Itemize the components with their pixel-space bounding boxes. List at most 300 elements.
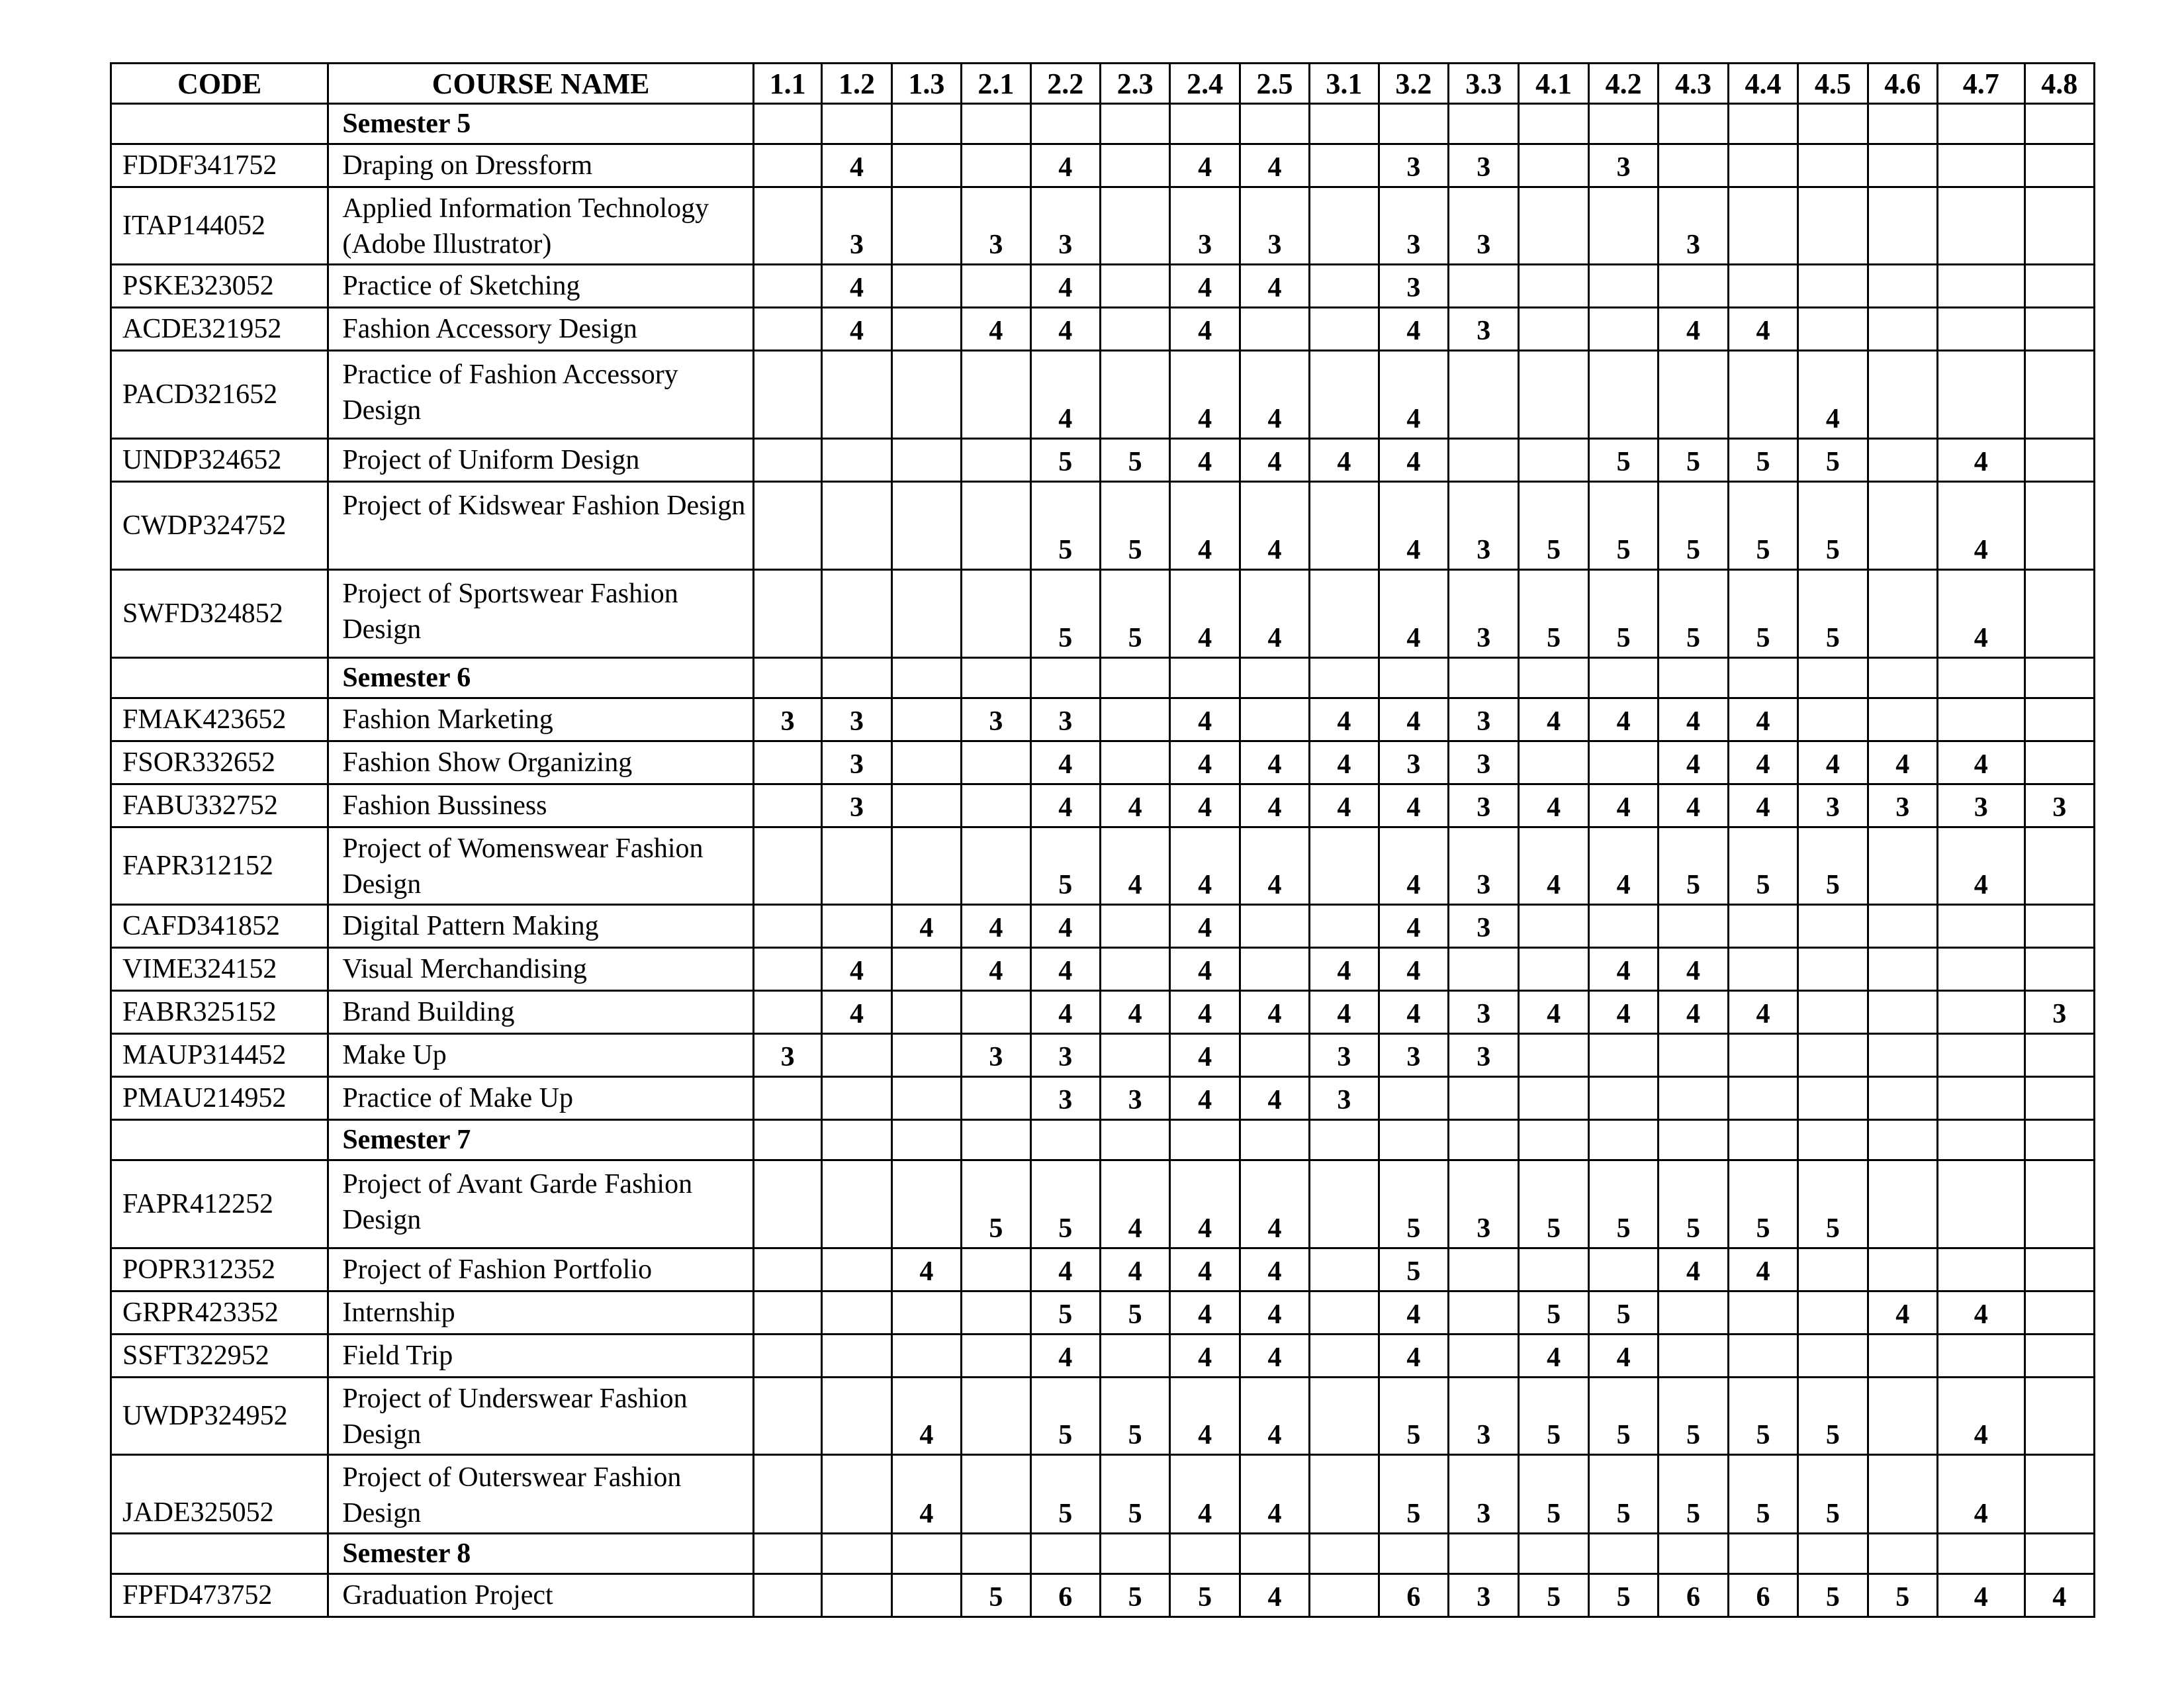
outcome-score: 5 [1519,1574,1588,1617]
outcome-score [1938,1034,2025,1077]
outcome-score: 4 [1728,741,1797,784]
outcome-score: 4 [1379,948,1448,991]
outcome-score: 4 [1728,308,1797,351]
outcome-score [962,482,1030,570]
outcome-score [1100,351,1169,439]
outcome-score [1100,698,1169,741]
outcome-score: 3 [2025,991,2094,1034]
empty-cell [1170,658,1240,698]
outcome-score [822,1378,891,1455]
empty-cell [1659,658,1728,698]
outcome-score [753,827,821,905]
empty-cell [2025,1120,2094,1160]
empty-cell [753,1120,821,1160]
outcome-score [1659,351,1728,439]
outcome-score: 5 [1519,1160,1588,1248]
outcome-score: 4 [1588,698,1658,741]
column-header-outcome: 3.2 [1379,64,1448,104]
outcome-score [1868,948,1937,991]
course-row [111,905,2095,948]
outcome-score: 4 [1170,482,1240,570]
outcome-score [822,1160,891,1248]
empty-cell [1659,1534,1728,1574]
outcome-score [1519,439,1588,482]
outcome-score: 3 [1449,187,1519,265]
outcome-score: 4 [1659,1248,1728,1291]
outcome-score: 3 [1030,698,1100,741]
outcome-score: 4 [1519,1335,1588,1378]
outcome-score [1868,1378,1937,1455]
outcome-score: 5 [1030,1378,1100,1455]
outcome-score [753,187,821,265]
outcome-score: 5 [1588,1291,1658,1335]
empty-cell [1449,104,1519,144]
course-row [111,827,2095,905]
outcome-score [753,991,821,1034]
outcome-score [891,991,961,1034]
course-code: ACDE321952 [111,308,328,351]
course-name: Practice of Fashion Accessory Design [328,351,754,439]
column-header-outcome: 3.3 [1449,64,1519,104]
course-code: FPFD473752 [111,1574,328,1617]
outcome-score: 4 [1240,439,1309,482]
outcome-score [891,308,961,351]
outcome-score: 5 [1379,1248,1448,1291]
outcome-score [1310,570,1379,658]
outcome-score [962,439,1030,482]
outcome-score [1588,187,1658,265]
outcome-score [753,570,821,658]
column-header-outcome: 2.2 [1030,64,1100,104]
outcome-score [822,1248,891,1291]
outcome-score: 4 [822,144,891,187]
outcome-score [1868,1034,1937,1077]
outcome-score [1728,187,1797,265]
outcome-score: 4 [1030,144,1100,187]
course-name: Project of Underswear Fashion Design [328,1378,754,1455]
empty-cell [2025,104,2094,144]
outcome-score: 4 [1379,1291,1448,1335]
outcome-score [1728,905,1797,948]
outcome-score [1938,698,2025,741]
outcome-score [1519,308,1588,351]
outcome-score [1868,265,1937,308]
course-code: FMAK423652 [111,698,328,741]
course-name: Internship [328,1291,754,1335]
outcome-score [891,784,961,827]
empty-cell [1588,104,1658,144]
outcome-score: 5 [1588,1455,1658,1534]
semester-heading: Semester 6 [328,658,754,698]
outcome-score [1728,948,1797,991]
outcome-score: 3 [753,698,821,741]
outcome-score: 5 [1659,1455,1728,1534]
empty-cell [962,1534,1030,1574]
outcome-score: 4 [1030,784,1100,827]
outcome-score: 4 [1100,1160,1169,1248]
outcome-score [1938,905,2025,948]
outcome-score [1519,1248,1588,1291]
outcome-score: 5 [1100,1291,1169,1335]
outcome-score: 3 [1449,1455,1519,1534]
outcome-score: 5 [1798,1160,1868,1248]
empty-cell [962,104,1030,144]
outcome-score: 4 [1728,991,1797,1034]
semester-row [111,658,2095,698]
outcome-score: 4 [1240,741,1309,784]
outcome-score [1938,1077,2025,1120]
outcome-score: 4 [1659,698,1728,741]
course-name: Practice of Sketching [328,265,754,308]
empty-cell [1659,104,1728,144]
empty-cell [1519,658,1588,698]
empty-cell [1938,1120,2025,1160]
empty-cell [822,104,891,144]
outcome-score: 4 [1310,439,1379,482]
outcome-score: 4 [1728,1248,1797,1291]
outcome-score [1100,1034,1169,1077]
outcome-score [1588,265,1658,308]
empty-cell [753,1534,821,1574]
outcome-score: 3 [1449,827,1519,905]
empty-cell [1868,658,1937,698]
outcome-score: 3 [1588,144,1658,187]
outcome-score: 4 [1240,570,1309,658]
outcome-score: 5 [1659,482,1728,570]
outcome-score [1310,1335,1379,1378]
outcome-score: 3 [1868,784,1937,827]
outcome-score [891,187,961,265]
outcome-score [753,784,821,827]
outcome-score [1868,1335,1937,1378]
outcome-score: 4 [891,1378,961,1455]
course-name: Fashion Marketing [328,698,754,741]
outcome-score [753,1574,821,1617]
outcome-score: 4 [1170,1335,1240,1378]
column-header-outcome: 1.1 [753,64,821,104]
outcome-score [1659,1077,1728,1120]
outcome-score: 4 [1588,991,1658,1034]
outcome-score: 4 [1588,827,1658,905]
outcome-score [1938,187,2025,265]
outcome-score: 4 [1659,308,1728,351]
course-name: Visual Merchandising [328,948,754,991]
outcome-score [891,1077,961,1120]
outcome-score: 4 [1240,1248,1309,1291]
outcome-score [1310,1160,1379,1248]
outcome-score: 4 [1030,1335,1100,1378]
empty-cell [891,1120,961,1160]
outcome-score [822,1335,891,1378]
outcome-score [1588,1077,1658,1120]
outcome-score [1240,905,1309,948]
outcome-score: 5 [1588,482,1658,570]
outcome-score: 5 [1798,1574,1868,1617]
outcome-score [1100,144,1169,187]
course-outcome-matrix [110,62,2095,1618]
course-name: Make Up [328,1034,754,1077]
course-name: Fashion Accessory Design [328,308,754,351]
outcome-score: 4 [1170,905,1240,948]
course-code: PSKE323052 [111,265,328,308]
outcome-score: 4 [1170,265,1240,308]
outcome-score [753,351,821,439]
outcome-score: 6 [1659,1574,1728,1617]
outcome-score [891,1160,961,1248]
outcome-score [1100,187,1169,265]
outcome-score [1798,144,1868,187]
column-header-outcome: 4.3 [1659,64,1728,104]
outcome-score [1588,308,1658,351]
outcome-score: 5 [1728,1455,1797,1534]
outcome-score [1728,1291,1797,1335]
outcome-score [962,1455,1030,1534]
outcome-score: 4 [1938,1291,2025,1335]
outcome-score [962,991,1030,1034]
outcome-score [1310,308,1379,351]
course-code: CAFD341852 [111,905,328,948]
column-header-outcome: 4.5 [1798,64,1868,104]
outcome-score [1519,265,1588,308]
outcome-score [891,351,961,439]
outcome-score: 5 [1659,439,1728,482]
outcome-score [1310,187,1379,265]
outcome-score: 4 [1588,784,1658,827]
course-row [111,308,2095,351]
outcome-score [891,144,961,187]
outcome-score [1728,265,1797,308]
outcome-score: 5 [1728,482,1797,570]
course-name: Project of Fashion Portfolio [328,1248,754,1291]
outcome-score: 4 [1659,784,1728,827]
outcome-score [1938,991,2025,1034]
outcome-score: 5 [1659,1160,1728,1248]
outcome-score: 5 [1519,1291,1588,1335]
outcome-score [2025,1077,2094,1120]
outcome-score [2025,439,2094,482]
outcome-score: 4 [1938,1378,2025,1455]
course-name: Fashion Show Organizing [328,741,754,784]
outcome-score [1240,308,1309,351]
column-header-outcome: 4.6 [1868,64,1937,104]
outcome-score [1659,1034,1728,1077]
outcome-score: 5 [1728,570,1797,658]
semester-row [111,1120,2095,1160]
course-row [111,351,2095,439]
outcome-score [753,1248,821,1291]
semester-row [111,104,2095,144]
empty-cell [1240,658,1309,698]
outcome-score: 3 [1449,1378,1519,1455]
outcome-score: 6 [1030,1574,1100,1617]
outcome-score: 5 [1379,1160,1448,1248]
outcome-score [1310,1291,1379,1335]
empty-cell [1100,1534,1169,1574]
outcome-score [1659,905,1728,948]
outcome-score [2025,948,2094,991]
outcome-score: 4 [1170,1248,1240,1291]
outcome-score: 4 [1379,827,1448,905]
outcome-score: 4 [1240,991,1309,1034]
outcome-score: 5 [1588,1574,1658,1617]
course-name: Practice of Make Up [328,1077,754,1120]
outcome-score [753,308,821,351]
outcome-score [2025,1248,2094,1291]
outcome-score: 4 [1030,948,1100,991]
outcome-score: 3 [1310,1077,1379,1120]
outcome-score [962,827,1030,905]
column-header-outcome: 4.8 [2025,64,2094,104]
outcome-score: 4 [1868,1291,1937,1335]
outcome-score [1519,905,1588,948]
outcome-score: 3 [753,1034,821,1077]
outcome-score [962,1291,1030,1335]
column-header-outcome: 2.5 [1240,64,1309,104]
outcome-score: 4 [1868,741,1937,784]
outcome-score [1588,351,1658,439]
outcome-score [1588,1034,1658,1077]
empty-cell [962,1120,1030,1160]
outcome-score [1100,265,1169,308]
outcome-score: 3 [1798,784,1868,827]
outcome-score: 4 [1310,948,1379,991]
course-row [111,1335,2095,1378]
outcome-score [891,698,961,741]
empty-cell [111,1534,328,1574]
course-row [111,991,2095,1034]
course-code: FABR325152 [111,991,328,1034]
outcome-score [1519,351,1588,439]
course-name: Project of Avant Garde Fashion Design [328,1160,754,1248]
outcome-score: 4 [1240,1077,1309,1120]
outcome-score: 4 [1100,827,1169,905]
outcome-score [1868,1160,1937,1248]
outcome-score [1449,351,1519,439]
outcome-score: 4 [1170,784,1240,827]
outcome-score [753,482,821,570]
outcome-score: 3 [1449,991,1519,1034]
column-header-outcome: 4.7 [1938,64,2025,104]
outcome-score: 4 [1170,1378,1240,1455]
outcome-score: 4 [1240,351,1309,439]
outcome-score: 4 [1379,439,1448,482]
outcome-score: 5 [1030,827,1100,905]
outcome-score: 3 [1240,187,1309,265]
outcome-score: 3 [1100,1077,1169,1120]
outcome-score [1310,1455,1379,1534]
outcome-score: 4 [1938,1574,2025,1617]
outcome-score: 3 [1449,1034,1519,1077]
outcome-score: 4 [1938,482,2025,570]
outcome-score: 5 [1519,482,1588,570]
outcome-score: 3 [1030,187,1100,265]
empty-cell [1240,1534,1309,1574]
outcome-score: 4 [1170,144,1240,187]
outcome-score: 3 [1449,784,1519,827]
outcome-score [1938,1335,2025,1378]
empty-cell [891,1534,961,1574]
course-row [111,1248,2095,1291]
outcome-score [753,905,821,948]
outcome-score [1588,905,1658,948]
outcome-score: 5 [1100,1574,1169,1617]
outcome-score [1100,741,1169,784]
outcome-score: 3 [1449,1574,1519,1617]
outcome-score [2025,144,2094,187]
outcome-score: 4 [1659,991,1728,1034]
outcome-score [1798,187,1868,265]
course-row [111,1077,2095,1120]
outcome-score [822,1291,891,1335]
course-name: Project of Uniform Design [328,439,754,482]
empty-cell [1310,1534,1379,1574]
course-code: MAUP314452 [111,1034,328,1077]
outcome-score [753,1378,821,1455]
outcome-score: 4 [891,1248,961,1291]
column-header-outcome: 3.1 [1310,64,1379,104]
outcome-score [1310,1248,1379,1291]
outcome-score: 4 [1240,482,1309,570]
empty-cell [1170,104,1240,144]
outcome-score: 4 [1240,1378,1309,1455]
course-name: Project of Outerswear Fashion Design [328,1455,754,1534]
semester-heading: Semester 8 [328,1534,754,1574]
empty-cell [1588,1534,1658,1574]
empty-cell [891,658,961,698]
outcome-score [2025,827,2094,905]
outcome-score: 4 [1170,308,1240,351]
empty-cell [1170,1534,1240,1574]
outcome-score [1728,144,1797,187]
outcome-score: 4 [1100,1248,1169,1291]
outcome-score: 4 [1170,1077,1240,1120]
outcome-score [1938,144,2025,187]
outcome-score [2025,1160,2094,1248]
outcome-score: 4 [1728,784,1797,827]
outcome-score: 4 [822,991,891,1034]
empty-cell [1588,1120,1658,1160]
outcome-score: 4 [1938,1455,2025,1534]
outcome-score [1868,439,1937,482]
outcome-score [1798,698,1868,741]
outcome-score [962,1077,1030,1120]
outcome-score [1240,1034,1309,1077]
outcome-score: 5 [1588,1160,1658,1248]
course-code: ITAP144052 [111,187,328,265]
outcome-score: 4 [822,265,891,308]
outcome-score [822,1574,891,1617]
outcome-score: 4 [962,308,1030,351]
outcome-score [962,1335,1030,1378]
course-code: UWDP324952 [111,1378,328,1455]
column-header-outcome: 4.2 [1588,64,1658,104]
outcome-score: 4 [1310,741,1379,784]
column-header-course-name: COURSE NAME [328,64,754,104]
outcome-score [822,1034,891,1077]
outcome-score: 4 [1379,905,1448,948]
outcome-score [962,265,1030,308]
outcome-score: 5 [1030,570,1100,658]
outcome-score [2025,698,2094,741]
outcome-score [1938,1248,2025,1291]
outcome-score [1100,308,1169,351]
outcome-score: 4 [1379,482,1448,570]
outcome-score [1728,1077,1797,1120]
outcome-score [1728,1034,1797,1077]
course-row [111,784,2095,827]
empty-cell [1728,104,1797,144]
outcome-score [822,351,891,439]
